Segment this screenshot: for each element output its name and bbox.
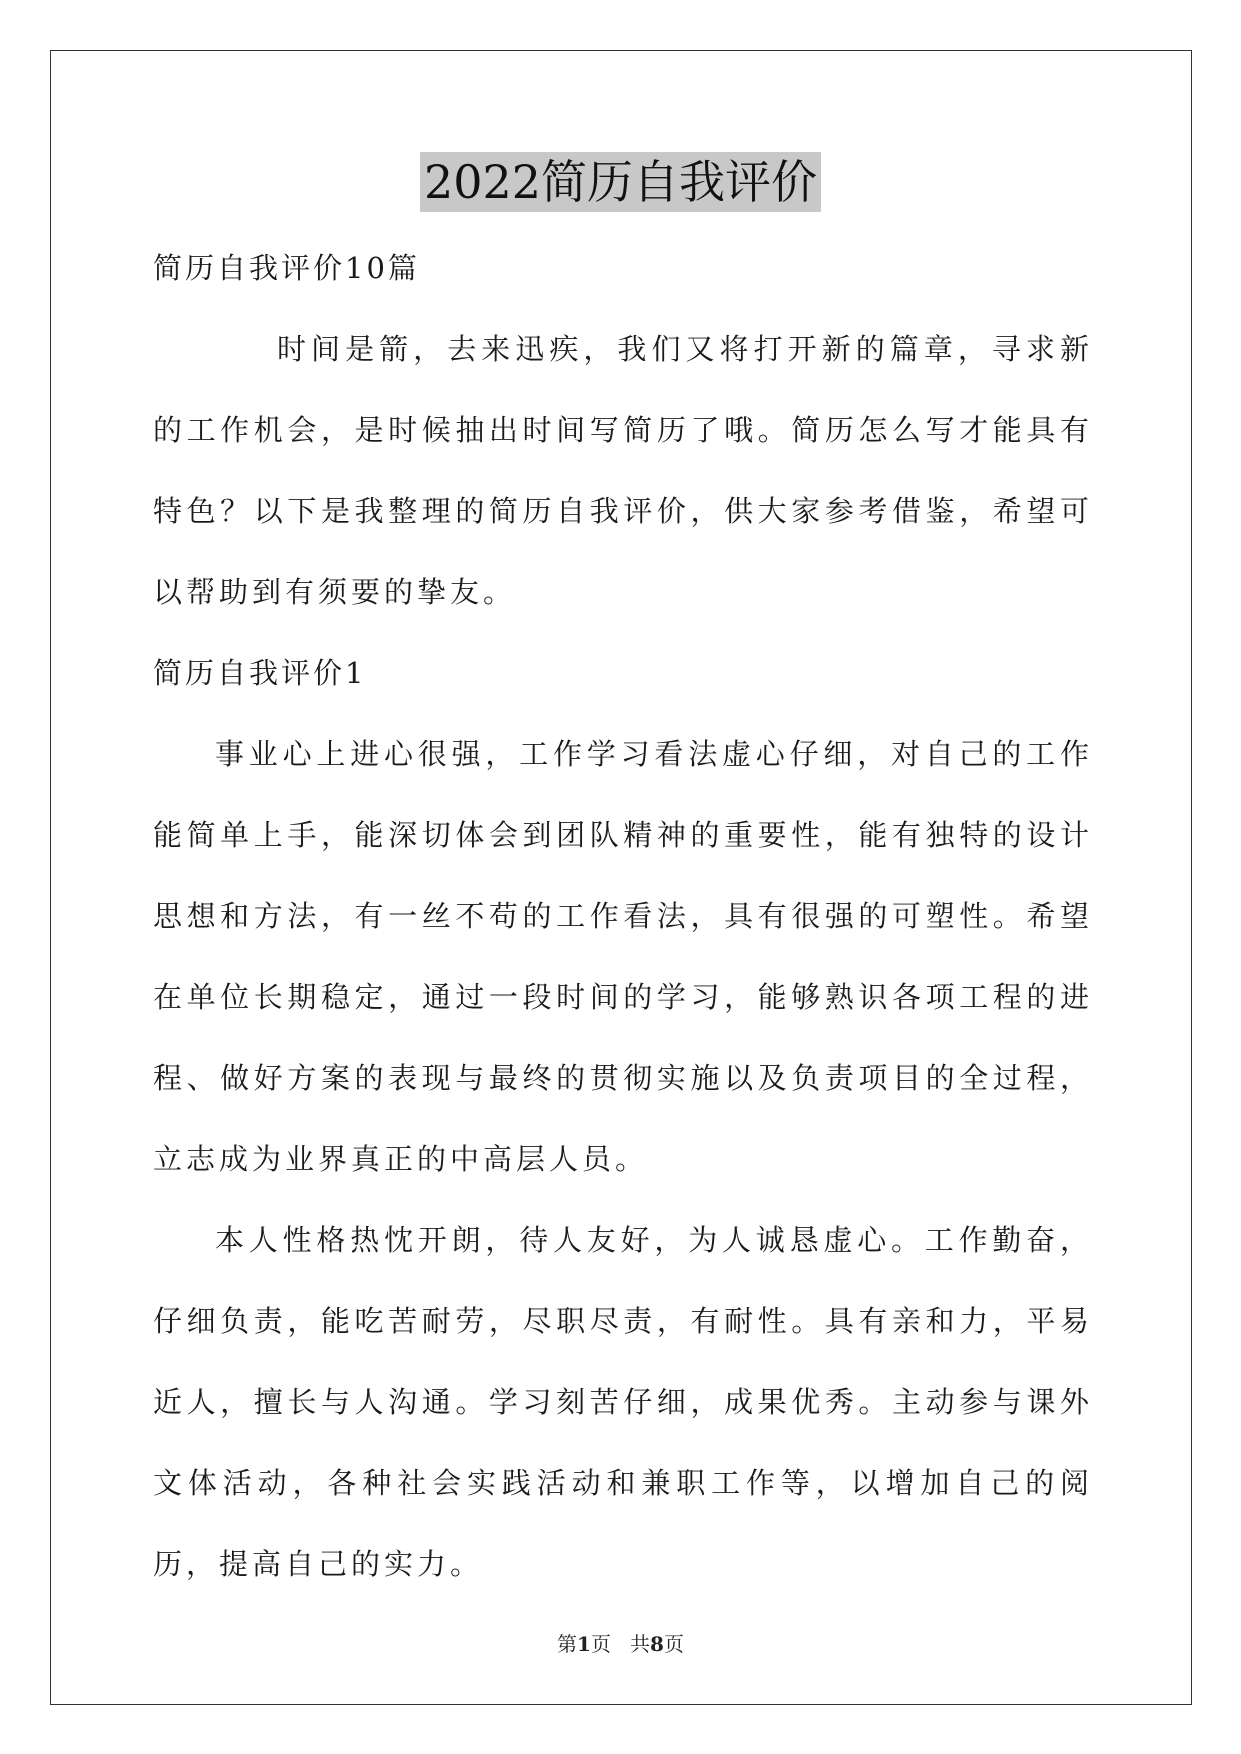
main-heading: 简历自我评价10篇 bbox=[153, 251, 420, 285]
title-container bbox=[0, 152, 1241, 212]
page-prefix: 第 bbox=[557, 1632, 578, 1656]
document-title: 2022简历自我评价 bbox=[420, 152, 821, 212]
page-number: 1 bbox=[577, 1632, 591, 1656]
page-suffix: 页 bbox=[590, 1632, 611, 1656]
total-prefix: 共 bbox=[630, 1632, 651, 1656]
total-pages: 8 bbox=[650, 1632, 664, 1656]
page-footer bbox=[0, 1628, 1241, 1657]
section-1-paragraph-2: 本人性格热忱开朗，待人友好，为人诚恳虚心。工作勤奋，仔细负责，能吃苦耐劳，尽职尽责，有耐性。具有亲和力，平易近人，擅长与人沟通。学习刻苦仔细，成果优秀。主动参与课外文体活动，各种社会实践活动和兼职工作等，以增加自己的阅历，提高自己的实力。 bbox=[153, 1223, 1093, 1581]
total-suffix: 页 bbox=[663, 1632, 684, 1656]
section-heading-1: 简历自我评价1 bbox=[153, 656, 367, 690]
intro-paragraph: 时间是箭，去来迅疾，我们又将打开新的篇章，寻求新的工作机会，是时候抽出时间写简历了哦。简历怎么写才能具有特色？以下是我整理的简历自我评价，供大家参考借鉴，希望可以帮助到有须要的挚友。 bbox=[153, 332, 1093, 609]
document-body bbox=[153, 228, 1093, 1605]
section-1-paragraph-1: 事业心上进心很强，工作学习看法虚心仔细，对自己的工作能简单上手，能深切体会到团队精神的重要性，能有独特的设计思想和方法，有一丝不苟的工作看法，具有很强的可塑性。希望在单位长期稳定，通过一段时间的学习，能够熟识各项工程的进程、做好方案的表现与最终的贯彻实施以及负责项目的全过程，立志成为业界真正的中高层人员。 bbox=[153, 737, 1093, 1176]
